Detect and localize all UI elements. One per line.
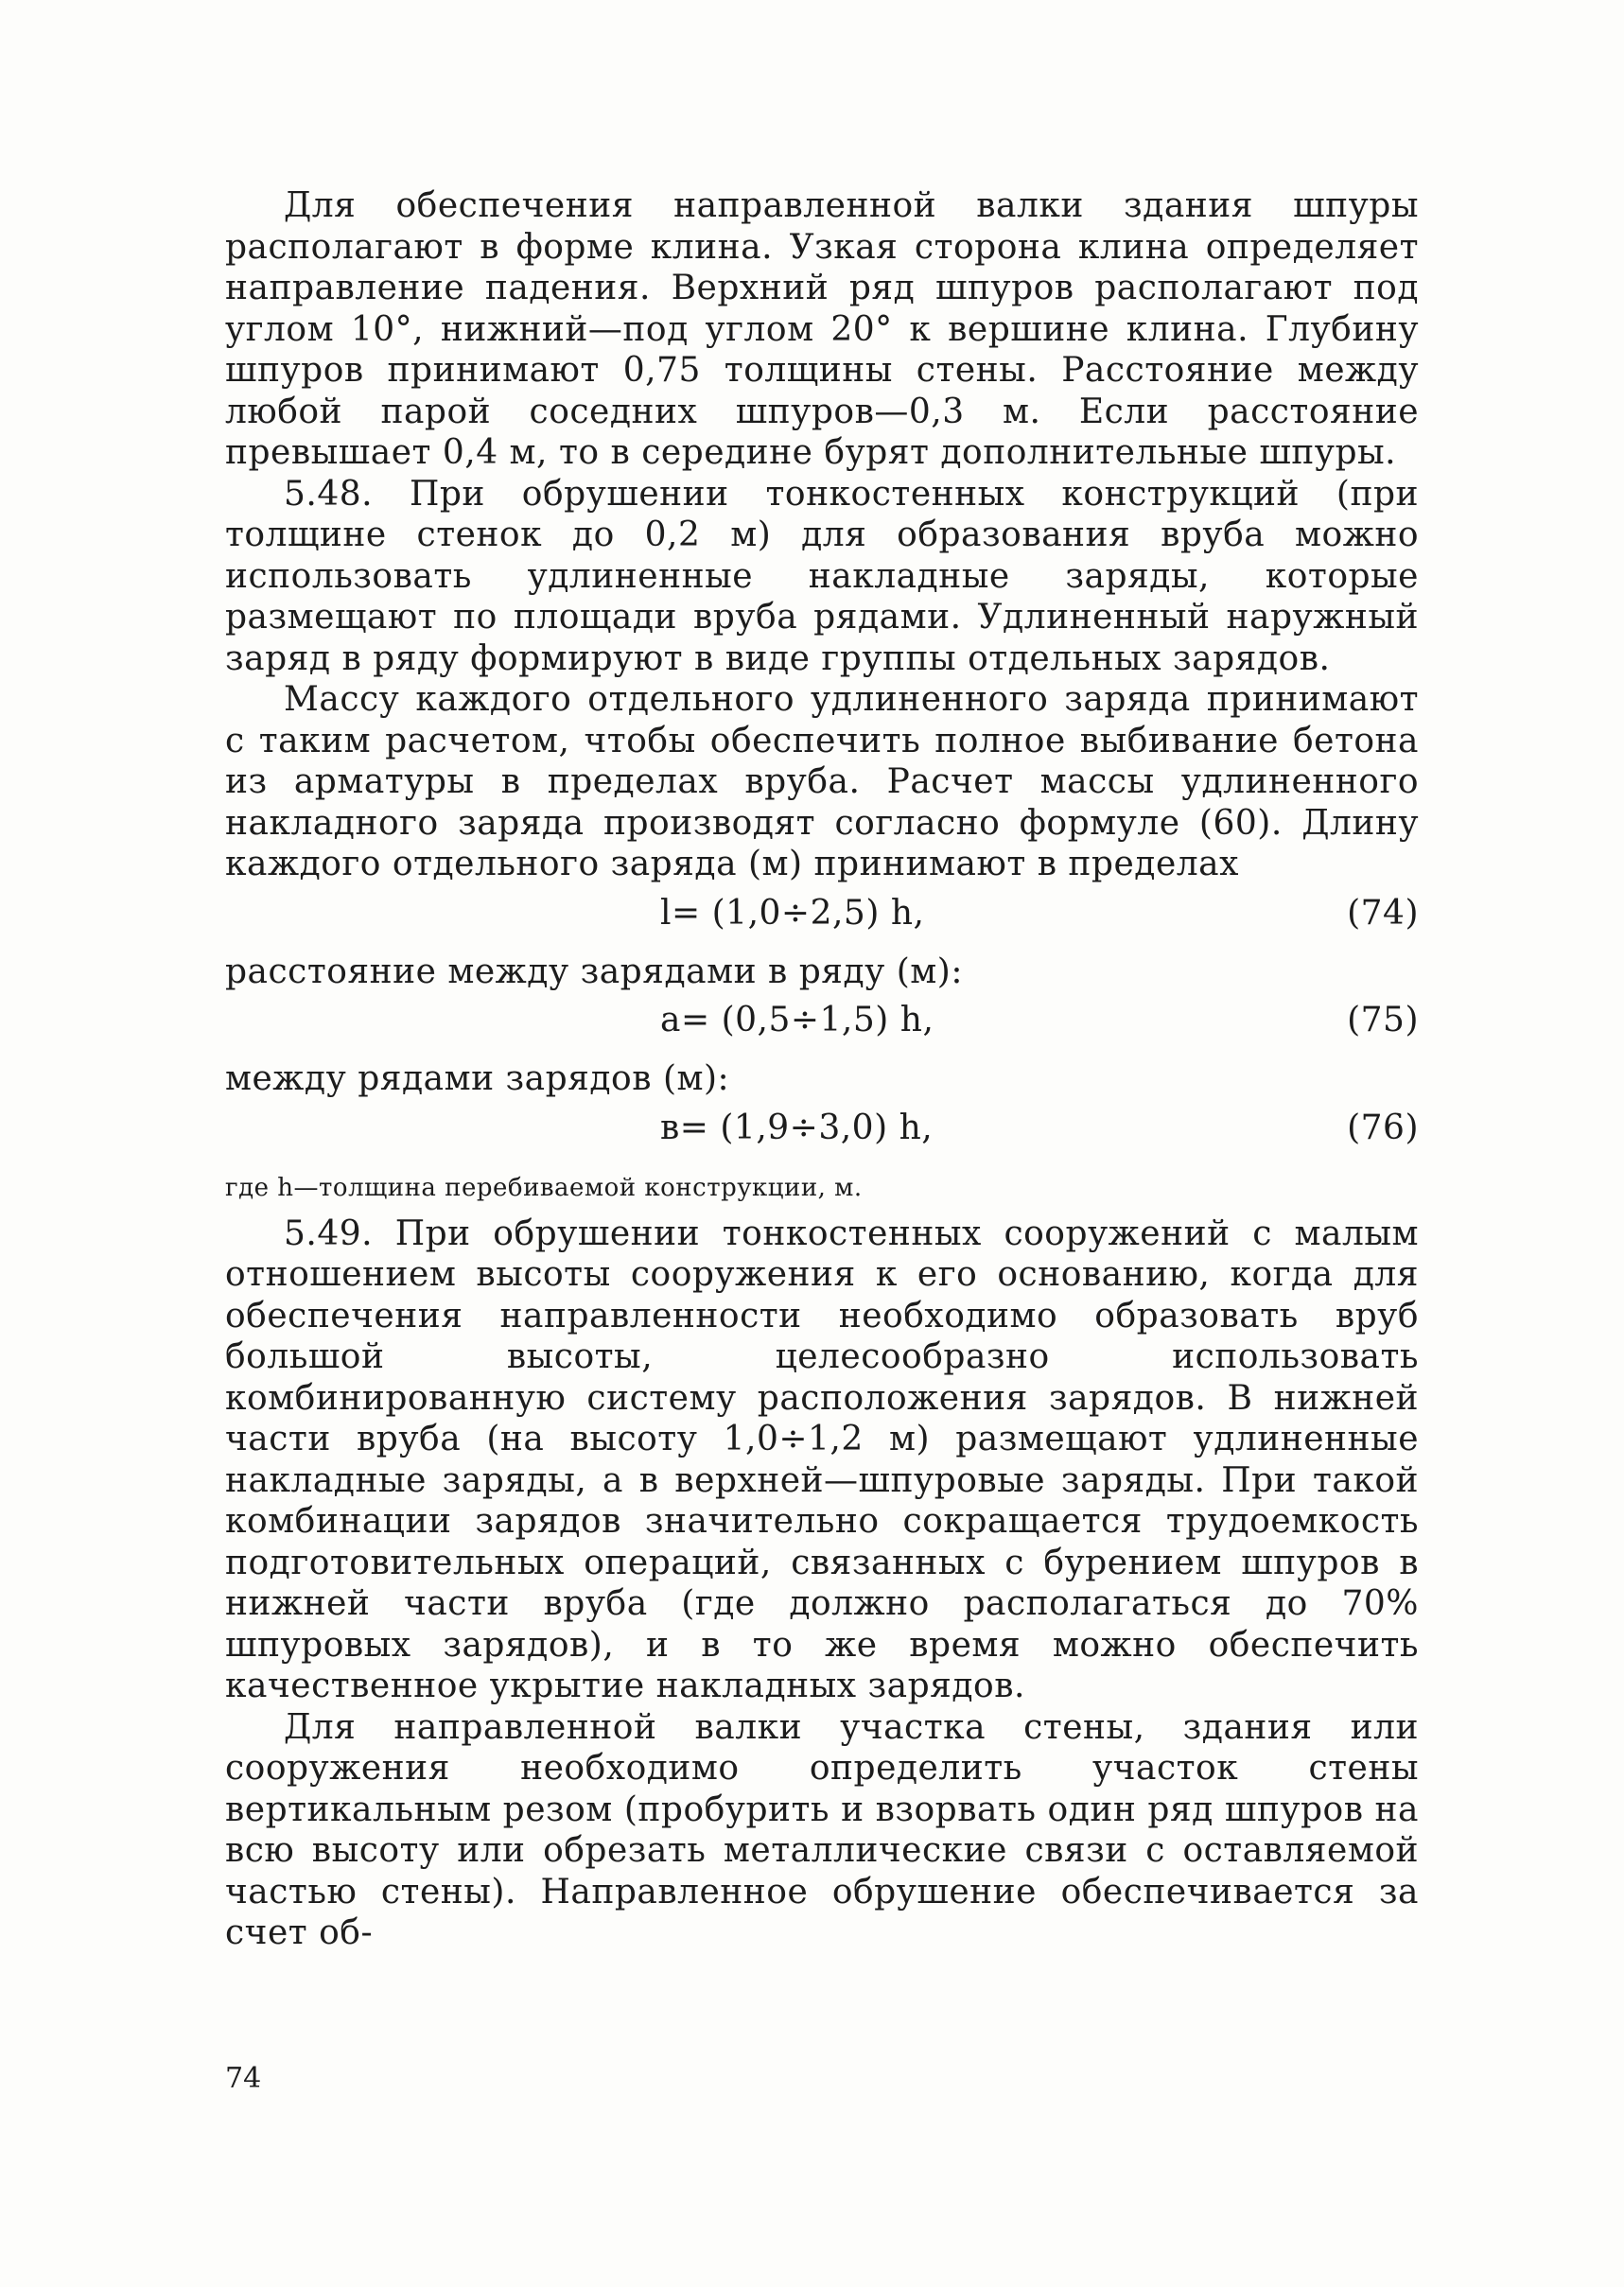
- paragraph-5-49: 5.49. При обрушении тонкостенных сооружений с малым отношением высоты сооружения к его основанию, когда для обеспечения направленности необходимо образовать вруб большой высоты, целесообразно использовать комбинированную систему расположения зарядов. В нижней части вруба (на высоту 1,0÷1,2 м) размещают удлиненные накладные заряды, а в верхней—шпуровые заряды. При такой комбинации зарядов значительно сокращается трудоемкость подготовительных операций, связанных с бурением шпуров в нижней части вруба (где должно располагаться до 70% шпуровых зарядов), и в то же время можно обеспечить качественное укрытие накладных зарядов.: [225, 1213, 1419, 1705]
- paragraph-5-48: 5.48. При обрушении тонкостенных конструкций (при толщине стенок до 0,2 м) для образования вруба можно использовать удлиненные накладные заряды, которые размещают по площади вруба рядами. Удлиненный наружный заряд в ряду формируют в виде группы отдельных зарядов.: [225, 474, 1419, 678]
- formula-74: [225, 887, 1419, 950]
- formula-75-expression: a= (0,5÷1,5) h,: [660, 1001, 934, 1039]
- formula-74-expression: l= (1,0÷2,5) h,: [660, 893, 925, 933]
- paragraph-directed-demolition: Для обеспечения направленной валки здания шпуры располагают в форме клина. Узкая сторона клина определяет направление падения. Верхний ряд шпуров располагают под углом 10°, нижний—под углом 20° к вершине клина. Глубину шпуров принимают 0,75 толщины стены. Расстояние между любой парой соседних шпуров—0,3 м. Если расстояние превышает 0,4 м, то в середине бурят дополнительные шпуры.: [225, 186, 1419, 472]
- page-number: 74: [225, 2062, 262, 2095]
- paragraph-charge-mass: Массу каждого отдельного удлиненного заряда принимают с таким расчетом, чтобы обеспечить полное выбивание бетона из арматуры в пределах вруба. Расчет массы удлиненного накладного заряда производят согласно формуле (60). Длину каждого отдельного заряда (м) принимают в пределах: [225, 680, 1419, 883]
- formula-note: где h—толщина перебиваемой конструкции, м.: [225, 1173, 863, 1202]
- body-text: [225, 185, 1419, 1954]
- formula-76-expression: в= (1,9÷3,0) h,: [660, 1108, 934, 1147]
- paragraph-wall-section: Для направленной валки участка стены, здания или сооружения необходимо определить участок стены вертикальным резом (пробурить и взорвать один ряд шпуров на всю высоту или обрезать металлические связи с оставляемой частью стены). Направленное обрушение обеспечивается за счет об-: [225, 1707, 1419, 1952]
- formula-76-number: (76): [1347, 1108, 1419, 1147]
- formula-75-number: (75): [1347, 1001, 1419, 1039]
- formula-74-number: (74): [1347, 893, 1419, 933]
- formula-75: [225, 994, 1419, 1056]
- paragraph-distance-in-row: расстояние между зарядами в ряду (м):: [225, 951, 963, 991]
- paragraph-distance-between-rows: между рядами зарядов (м):: [225, 1059, 730, 1098]
- formula-76: [225, 1102, 1419, 1164]
